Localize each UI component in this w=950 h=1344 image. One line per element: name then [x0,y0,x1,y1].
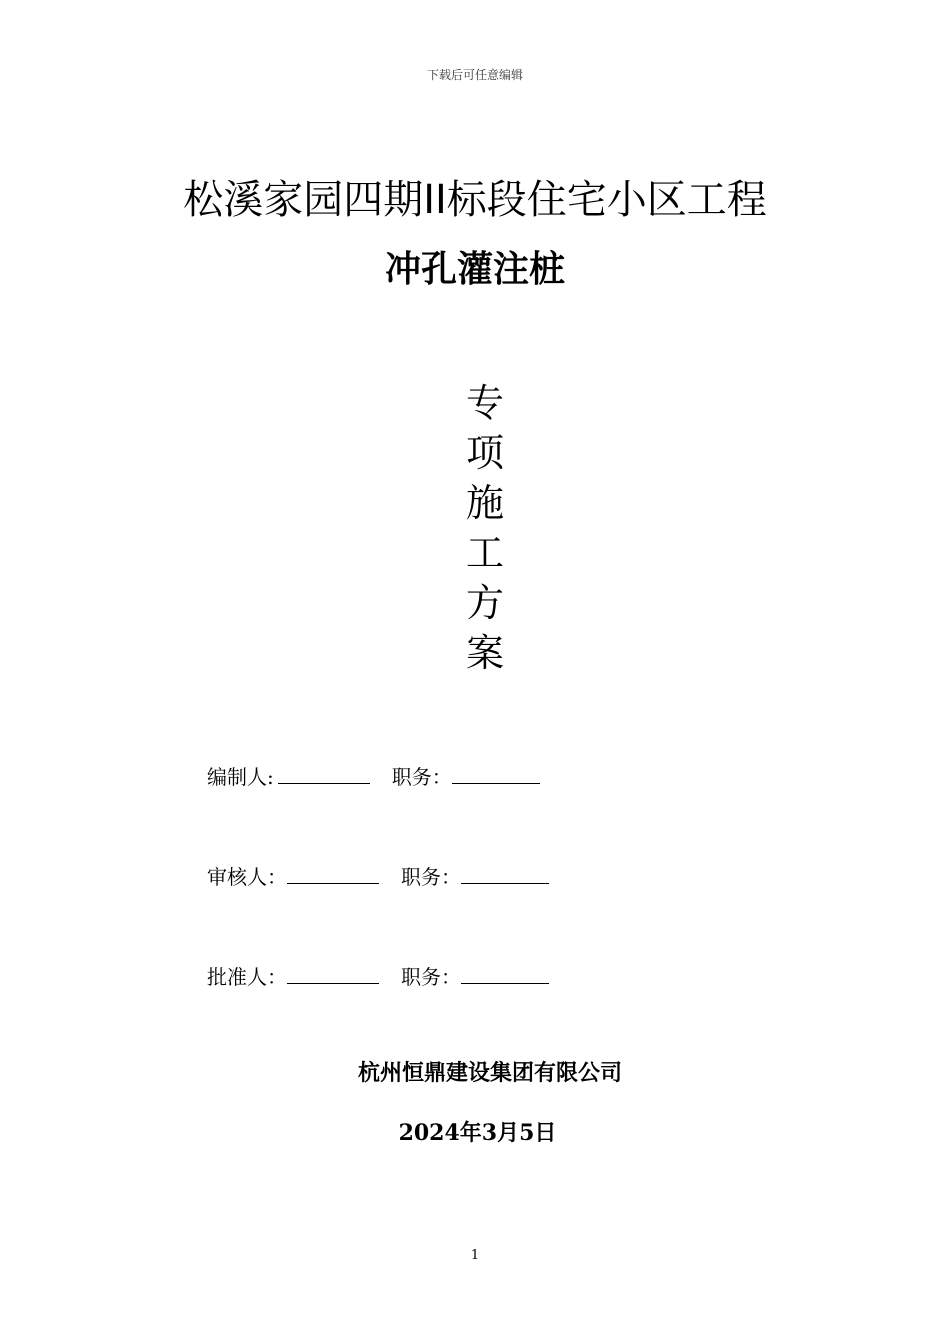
reviewer-position-blank-line [461,865,549,884]
signature-row-reviewer [207,863,549,891]
reviewer-blank-line [287,865,379,884]
document-date: 2024年3月5日 [398,1120,557,1146]
approver-position-blank-line [461,965,549,984]
page-number: 1 [470,1248,480,1263]
vertical-title-char: 案 [465,631,504,675]
vertical-document-title [455,378,515,678]
compiler-position-blank-line [452,765,540,784]
vertical-title-char: 项 [465,431,504,475]
header-note: 下载后可任意编辑 [426,68,523,82]
signature-row-compiler [207,763,540,791]
vertical-title-char: 工 [465,531,504,575]
approver-label: 批准人： [207,965,287,989]
reviewer-label: 审核人： [207,865,287,889]
signature-row-approver [207,963,549,991]
project-title: 松溪家园四期II标段住宅小区工程 [183,177,767,223]
compiler-label: 编制人: [207,765,274,789]
vertical-title-char: 施 [465,481,504,525]
compiler-blank-line [278,765,370,784]
reviewer-position-label: 职务： [401,865,461,889]
approver-position-label: 职务： [401,965,461,989]
approver-blank-line [287,965,379,984]
project-subtitle: 冲孔灌注桩 [384,249,565,290]
vertical-title-char: 方 [465,581,504,625]
vertical-title-char: 专 [465,381,504,425]
company-name: 杭州恒鼎建设集团有限公司 [357,1060,622,1086]
compiler-position-label: 职务： [391,765,452,789]
